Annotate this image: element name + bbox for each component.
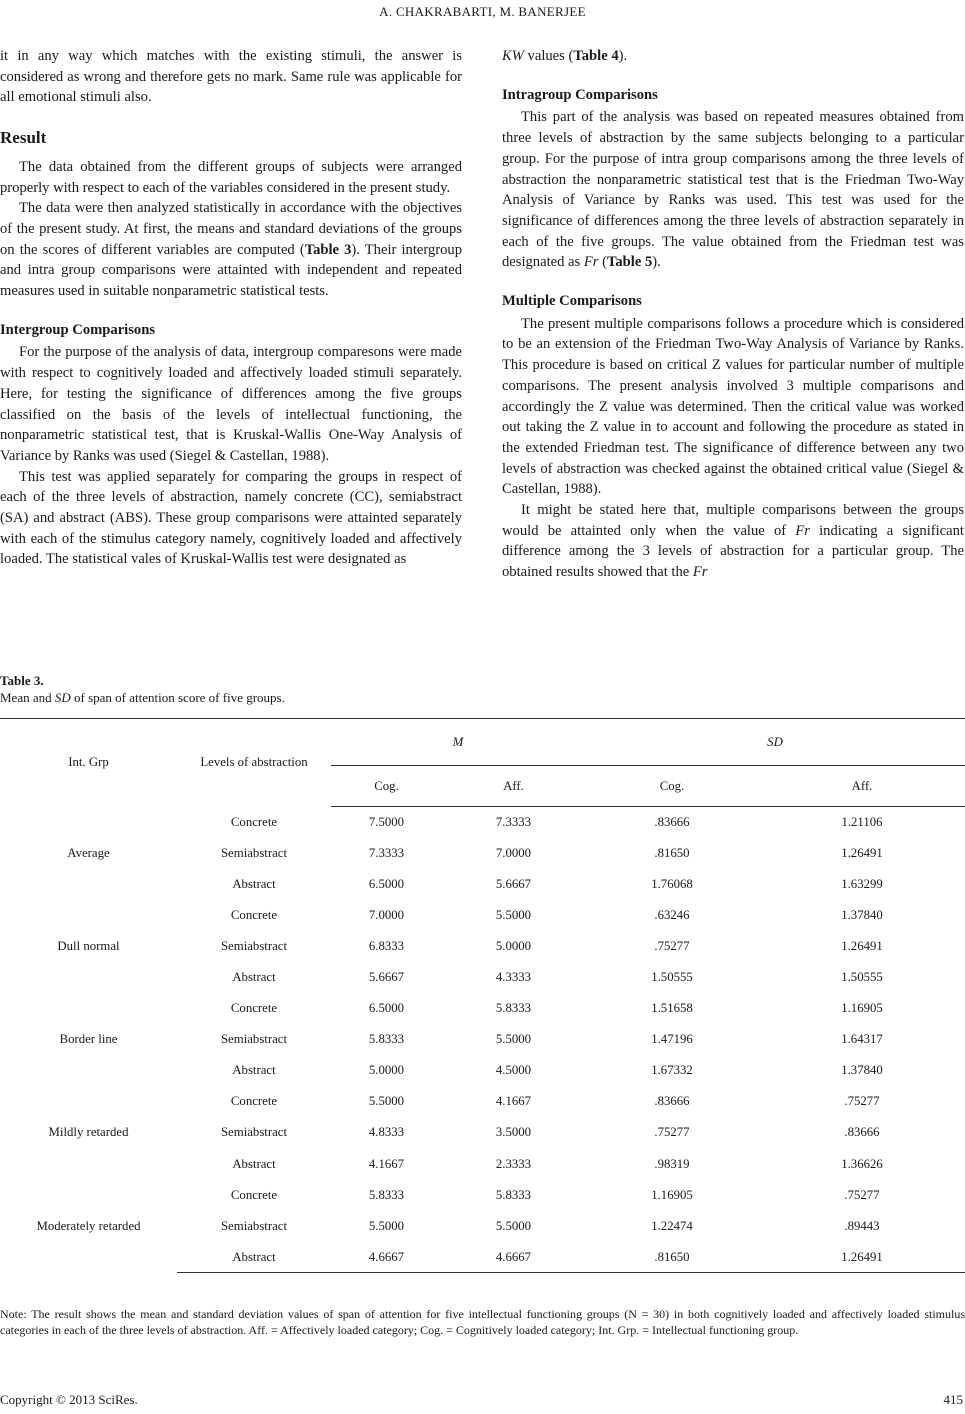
paragraph: KW values (Table 4). bbox=[502, 48, 628, 64]
value-cell: 5.8333 bbox=[495, 1001, 532, 1016]
paragraph: The data were then analyzed statistically in accordance with the objectives of the present study. At first, the means and standard deviations of the groups on the scores of different variables are computed (Table 3). Their intergroup and intra group comparisons were attainted with independent and repeated measures used in suitable nonparametric statistical tests. bbox=[0, 200, 462, 300]
value-cell: 4.1667 bbox=[368, 1156, 405, 1171]
value-cell: 1.22474 bbox=[651, 1218, 693, 1233]
table-reference[interactable]: Table 5 bbox=[606, 254, 653, 271]
value-cell: 6.5000 bbox=[368, 1001, 405, 1016]
table-row bbox=[0, 993, 965, 1024]
value-cell: .75277 bbox=[844, 1187, 880, 1202]
value-cell: 5.0000 bbox=[495, 938, 532, 953]
paragraph: it in any way which matches with the existing stimuli, the answer is considered as wrong and therefore gets no mark. Same rule was applicable for all emotional stimuli also. bbox=[0, 48, 462, 106]
value-cell: 1.64317 bbox=[841, 1032, 883, 1047]
paragraph: It might be stated here that, multiple comparisons between the groups would be attainted only when the value of Fr indicating a significant difference among the 3 levels of abstraction for a particular group. The obtained results showed that the Fr bbox=[502, 502, 964, 581]
header-aff-m: Aff. bbox=[442, 766, 585, 807]
value-cell: 7.5000 bbox=[368, 814, 405, 829]
paragraph: This part of the analysis was based on repeated measures obtained from three levels of abstraction by the same subjects belonging to a particular group. For the purpose of intra group comparisons among the three levels of abstraction the nonparametric statistical test that is the Friedman Two-Way Analysis of Variance by Ranks was used. This test was used for the significance of differences among the three levels of abstraction separately in each of the five groups. The value obtained from the Friedman test was designated as Fr (Table 5). bbox=[502, 109, 964, 271]
level-cell: Semiabstract bbox=[220, 1032, 288, 1047]
value-cell: 7.0000 bbox=[495, 845, 532, 860]
group-name: Moderately retarded bbox=[36, 1218, 141, 1233]
value-cell: 5.0000 bbox=[368, 1063, 405, 1078]
value-cell: .81650 bbox=[654, 845, 690, 860]
value-cell: .81650 bbox=[585, 1242, 759, 1273]
value-cell: 4.1667 bbox=[495, 1094, 532, 1109]
value-cell: 5.5000 bbox=[368, 1218, 405, 1233]
value-cell: 5.5000 bbox=[495, 907, 532, 922]
page-number: 415 bbox=[943, 1392, 963, 1407]
level-cell: Semiabstract bbox=[220, 938, 288, 953]
level-cell: Concrete bbox=[230, 1187, 278, 1202]
value-cell: 1.67332 bbox=[651, 1063, 693, 1078]
value-cell: .83666 bbox=[844, 1125, 880, 1140]
value-cell: .98319 bbox=[654, 1156, 690, 1171]
header-levels: Levels of abstraction bbox=[177, 719, 331, 807]
level-cell: Abstract bbox=[232, 970, 276, 985]
value-cell: 7.3333 bbox=[368, 845, 405, 860]
value-cell: 4.6667 bbox=[331, 1242, 442, 1273]
data-table bbox=[0, 718, 965, 1273]
subsection-heading-intergroup: Intergroup Comparisons bbox=[0, 321, 156, 338]
header-aff-sd: Aff. bbox=[759, 766, 965, 807]
value-cell: 1.37840 bbox=[841, 1063, 883, 1078]
value-cell: 4.8333 bbox=[368, 1125, 405, 1140]
value-cell: 4.5000 bbox=[495, 1063, 532, 1078]
header-mean: M bbox=[331, 719, 585, 766]
level-cell: Abstract bbox=[177, 1242, 331, 1273]
header-int-grp: Int. Grp bbox=[0, 719, 177, 807]
table-reference[interactable]: Table 3 bbox=[304, 241, 352, 258]
header-cog-m: Cog. bbox=[331, 766, 442, 807]
level-cell: Abstract bbox=[232, 1063, 276, 1078]
table-row bbox=[0, 807, 965, 838]
value-cell: .75277 bbox=[654, 938, 690, 953]
section-heading-result: Result bbox=[0, 128, 47, 148]
value-cell: 4.6667 bbox=[442, 1242, 585, 1273]
table-caption bbox=[0, 672, 285, 706]
value-cell: 2.3333 bbox=[495, 1156, 532, 1171]
value-cell: .89443 bbox=[844, 1218, 880, 1233]
level-cell: Concrete bbox=[230, 1001, 278, 1016]
value-cell: 5.8333 bbox=[368, 1032, 405, 1047]
level-cell: Abstract bbox=[232, 876, 276, 891]
group-name: Border line bbox=[59, 1032, 118, 1047]
left-column bbox=[0, 46, 462, 570]
table-title: Mean and SD of span of attention score of five groups. bbox=[0, 690, 285, 705]
value-cell: 6.8333 bbox=[368, 938, 405, 953]
value-cell: 1.26491 bbox=[841, 845, 883, 860]
paragraph: The data obtained from the different groups of subjects were arranged properly with respect to each of the variables considered in the present study. bbox=[0, 158, 462, 196]
table-reference[interactable]: Table 4 bbox=[573, 48, 619, 64]
table-number: Table 3. bbox=[0, 673, 44, 688]
level-cell: Abstract bbox=[232, 1156, 276, 1171]
value-cell: .83666 bbox=[654, 814, 690, 829]
level-cell: Concrete bbox=[230, 1094, 278, 1109]
level-cell: Semiabstract bbox=[220, 1218, 288, 1233]
right-column bbox=[502, 46, 964, 583]
value-cell: 5.5000 bbox=[368, 1094, 405, 1109]
value-cell: 5.8333 bbox=[495, 1187, 532, 1202]
value-cell: 1.36626 bbox=[841, 1156, 883, 1171]
value-cell: 7.0000 bbox=[368, 907, 405, 922]
value-cell: 3.5000 bbox=[495, 1125, 532, 1140]
level-cell: Concrete bbox=[230, 907, 278, 922]
group-name: Mildly retarded bbox=[48, 1125, 129, 1140]
paragraph: This test was applied separately for comparing the groups in respect of each of the three levels of abstraction, namely concrete (CC), semiabstract (SA) and abstract (ABS). These group comparisons were attainted separately with each of the stimulus category namely, cognitively loaded and affectively loaded. The statistical vales of Kruskal-Wallis test were designated as bbox=[0, 468, 462, 568]
value-cell: 1.21106 bbox=[841, 814, 883, 829]
value-cell: 7.3333 bbox=[495, 814, 532, 829]
value-cell: 1.50555 bbox=[841, 970, 883, 985]
value-cell: 1.51658 bbox=[651, 1001, 693, 1016]
paragraph: The present multiple comparisons follows a procedure which is considered to be an extension of the Friedman Two-Way Analysis of Variance by Ranks. This procedure is based on critical Z values for particular number of multiple comparisons. The present analysis involved 3 multiple comparisons and accordingly the Z value was determined. Then the critical value was worked out taking the Z value in to account and following the procedure as stated in the extended Friedman test. The significance of difference between any two levels of abstraction was checked against the obtained critical value (Siegel & Castellan, 1988). bbox=[502, 315, 964, 498]
subsection-heading-multiple: Multiple Comparisons bbox=[502, 293, 642, 310]
value-cell: .83666 bbox=[654, 1094, 690, 1109]
value-cell: .63246 bbox=[654, 907, 690, 922]
value-cell: 1.50555 bbox=[651, 970, 693, 985]
value-cell: 5.6667 bbox=[368, 970, 405, 985]
value-cell: 5.6667 bbox=[495, 876, 532, 891]
table-row bbox=[0, 1086, 965, 1117]
value-cell: .75277 bbox=[844, 1094, 880, 1109]
value-cell: 1.26491 bbox=[841, 938, 883, 953]
header-sd: SD bbox=[585, 719, 965, 766]
table-row bbox=[0, 900, 965, 931]
level-cell: Semiabstract bbox=[220, 1125, 288, 1140]
value-cell: .75277 bbox=[654, 1125, 690, 1140]
value-cell: 1.37840 bbox=[841, 907, 883, 922]
value-cell: 1.63299 bbox=[841, 876, 883, 891]
level-cell: Semiabstract bbox=[220, 845, 288, 860]
group-name: Average bbox=[67, 845, 110, 860]
value-cell: 5.5000 bbox=[495, 1032, 532, 1047]
value-cell: 1.76068 bbox=[651, 876, 693, 891]
table-row bbox=[0, 1180, 965, 1211]
copyright: Copyright © 2013 SciRes. bbox=[0, 1392, 138, 1407]
value-cell: 1.26491 bbox=[759, 1242, 965, 1273]
value-cell: 5.5000 bbox=[495, 1218, 532, 1233]
header-cog-sd: Cog. bbox=[585, 766, 759, 807]
value-cell: 1.16905 bbox=[651, 1187, 693, 1202]
group-name: Dull normal bbox=[57, 938, 120, 953]
level-cell: Concrete bbox=[230, 814, 278, 829]
value-cell: 1.47196 bbox=[651, 1032, 693, 1047]
running-header: A. CHAKRABARTI, M. BANERJEE bbox=[379, 4, 586, 19]
value-cell: 6.5000 bbox=[368, 876, 405, 891]
table-note: Note: The result shows the mean and standard deviation values of span of attention for five intellectual functioning groups (N = 30) in both cognitively loaded and affectively loaded stimulus categories in each of the three levels of abstraction. Aff. = Affectively loaded category; Cog. = Cognitively loaded category; Int. Grp. = Intellectual functioning group. bbox=[0, 1307, 965, 1337]
value-cell: 1.16905 bbox=[841, 1001, 883, 1016]
value-cell: 4.3333 bbox=[495, 970, 532, 985]
subsection-heading-intragroup: Intragroup Comparisons bbox=[502, 86, 658, 103]
value-cell: 5.8333 bbox=[368, 1187, 405, 1202]
paragraph: For the purpose of the analysis of data, intergroup comparesons were made with respect to cognitively loaded and affectively loaded stimuli separately. Here, for testing the significance of differences among the five groups classified on the basis of the levels of intellectual functioning, the nonparametric statistical test, that is Kruskal-Wallis One-Way Analysis of Variance by Ranks was used (Siegel & Castellan, 1988). bbox=[0, 344, 462, 464]
